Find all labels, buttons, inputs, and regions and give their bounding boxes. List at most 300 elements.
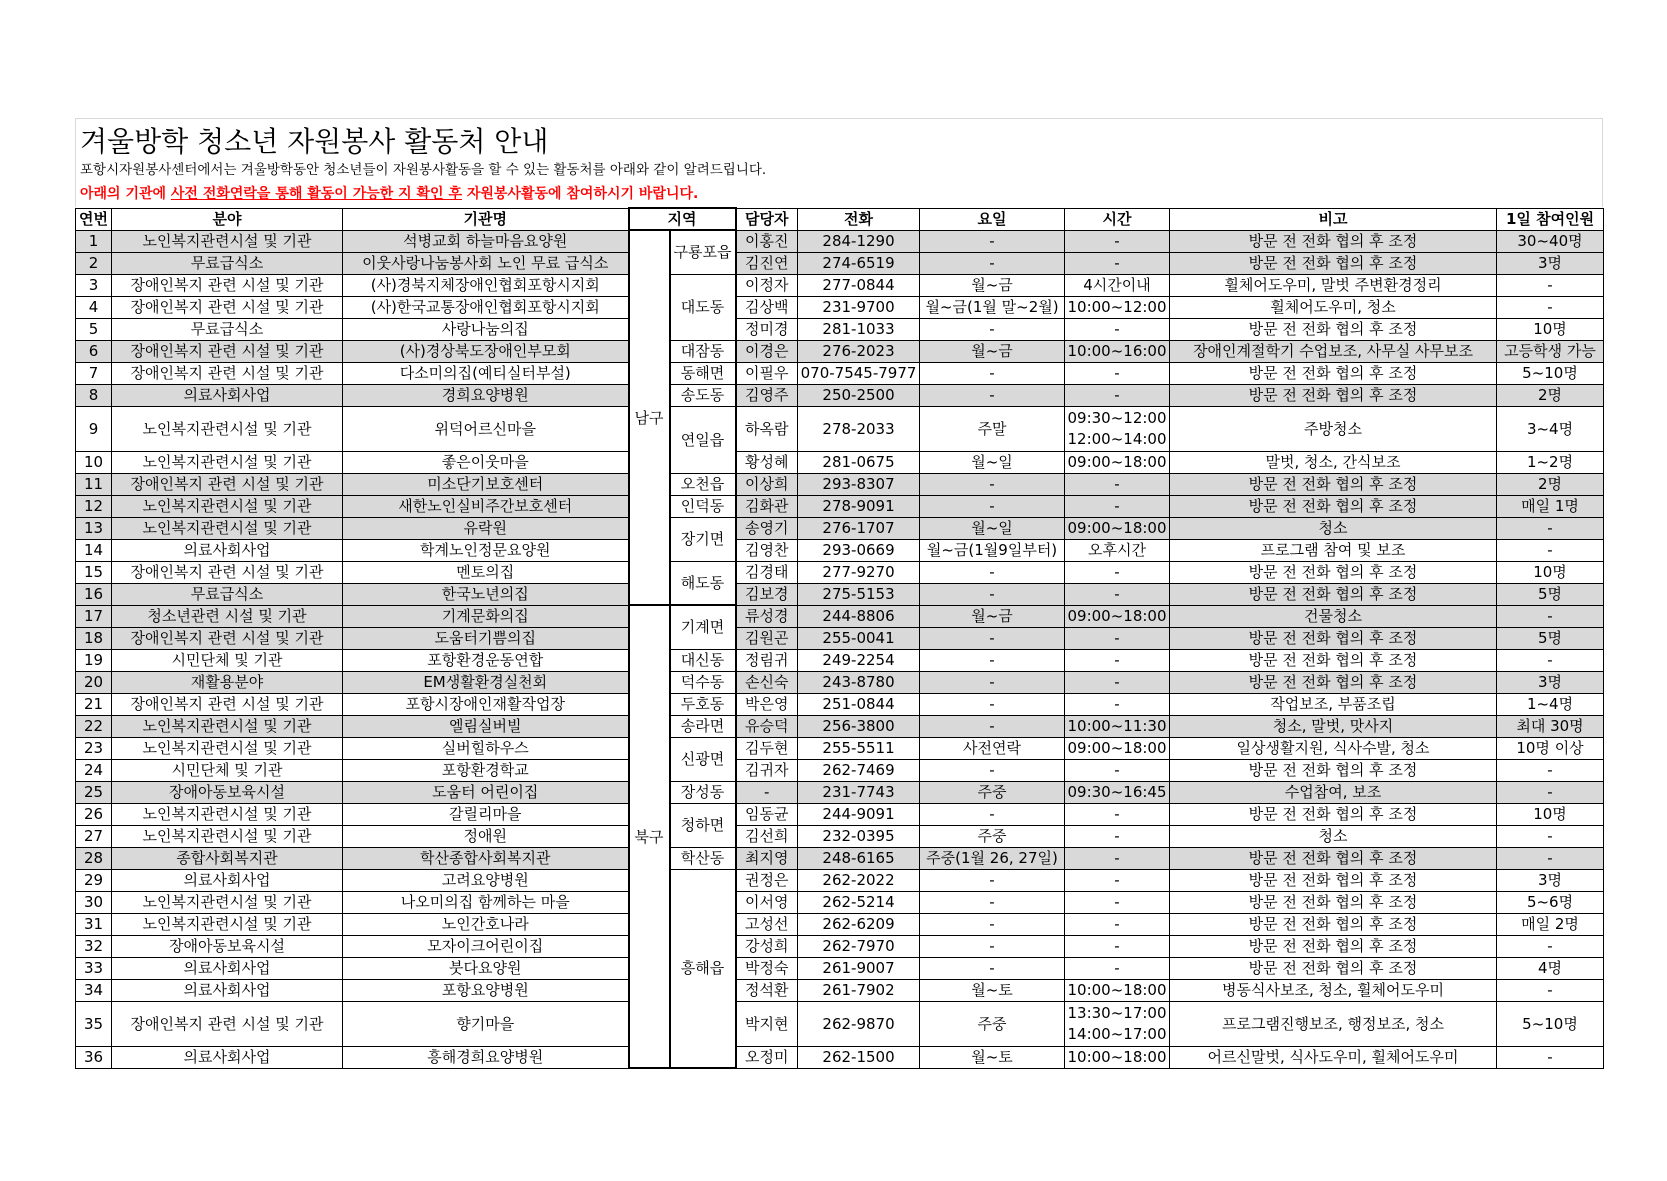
cell-time: 10:00~16:00: [1065, 340, 1170, 362]
cell-no: 31: [76, 913, 112, 935]
cell-days: -: [920, 627, 1065, 649]
cell-org: 이웃사랑나눔봉사회 노인 무료 급식소: [343, 252, 629, 274]
cell-phone: 293-0669: [798, 539, 920, 561]
cell-no: 20: [76, 671, 112, 693]
cell-phone: 248-6165: [798, 847, 920, 869]
cell-org: 기계문화의집: [343, 605, 629, 627]
cell-days: -: [920, 913, 1065, 935]
cell-contact: 김화관: [736, 495, 798, 517]
cell-contact: 강성희: [736, 935, 798, 957]
cell-days: -: [920, 693, 1065, 715]
cell-time: -: [1065, 935, 1170, 957]
cell-contact: 이경은: [736, 340, 798, 362]
cell-time: -: [1065, 803, 1170, 825]
cell-time: -: [1065, 627, 1170, 649]
cell-field: 의료사회사업: [112, 1046, 343, 1068]
cell-field: 노인복지관련시설 및 기관: [112, 495, 343, 517]
cell-note: 방문 전 전화 협의 후 조정: [1170, 869, 1497, 891]
cell-note: 방문 전 전화 협의 후 조정: [1170, 803, 1497, 825]
cell-days: -: [920, 495, 1065, 517]
table-row: [76, 605, 1604, 627]
cell-phone: 243-8780: [798, 671, 920, 693]
cell-note: 방문 전 전화 협의 후 조정: [1170, 252, 1497, 274]
table-row: [76, 803, 1604, 825]
cell-phone: 278-9091: [798, 495, 920, 517]
cell-no: 5: [76, 318, 112, 340]
cell-days: 월~금(1월9일부터): [920, 539, 1065, 561]
cell-capacity: -: [1497, 649, 1604, 671]
cell-phone: 255-5511: [798, 737, 920, 759]
cell-note: 청소, 말벗, 맛사지: [1170, 715, 1497, 737]
cell-capacity: -: [1497, 847, 1604, 869]
cell-capacity: 3명: [1497, 869, 1604, 891]
cell-capacity: -: [1497, 825, 1604, 847]
cell-contact: 손신숙: [736, 671, 798, 693]
cell-field: 장애인복지 관련 시설 및 기관: [112, 296, 343, 318]
cell-contact: 김경태: [736, 561, 798, 583]
cell-capacity: -: [1497, 517, 1604, 539]
cell-dong: 흥해읍: [670, 869, 736, 1068]
cell-field: 노인복지관련시설 및 기관: [112, 451, 343, 473]
cell-time: -: [1065, 847, 1170, 869]
table-row: [76, 649, 1604, 671]
cell-time: 오후시간: [1065, 539, 1170, 561]
cell-time: -: [1065, 384, 1170, 406]
cell-field: 의료사회사업: [112, 979, 343, 1001]
cell-capacity: 4명: [1497, 957, 1604, 979]
cell-no: 18: [76, 627, 112, 649]
table-row: [76, 671, 1604, 693]
cell-time: -: [1065, 671, 1170, 693]
table-body: [76, 230, 1604, 1068]
cell-days: 주말: [920, 406, 1065, 451]
cell-contact: 이필우: [736, 362, 798, 384]
cell-org: 모자이크어린이집: [343, 935, 629, 957]
cell-org: 사랑나눔의집: [343, 318, 629, 340]
cell-time: 09:00~18:00: [1065, 517, 1170, 539]
cell-org: 포항시장애인재활작업장: [343, 693, 629, 715]
table-row: [76, 781, 1604, 803]
cell-org: 새한노인실비주간보호센터: [343, 495, 629, 517]
cell-capacity: 5~10명: [1497, 362, 1604, 384]
table-row: [76, 539, 1604, 561]
cell-note: 건물청소: [1170, 605, 1497, 627]
table-row: [76, 847, 1604, 869]
cell-note: 방문 전 전화 협의 후 조정: [1170, 495, 1497, 517]
cell-org: (사)한국교통장애인협회포항시지회: [343, 296, 629, 318]
cell-time: -: [1065, 318, 1170, 340]
header-note: 비고: [1170, 208, 1497, 230]
cell-capacity: -: [1497, 605, 1604, 627]
cell-field: 장애인복지 관련 시설 및 기관: [112, 1001, 343, 1046]
cell-contact: 박은영: [736, 693, 798, 715]
cell-time: 10:00~11:30: [1065, 715, 1170, 737]
table-row: [76, 693, 1604, 715]
cell-phone: 262-7970: [798, 935, 920, 957]
cell-days: 월~금: [920, 274, 1065, 296]
header-field: 분야: [112, 208, 343, 230]
table-row: [76, 869, 1604, 891]
cell-contact: 김두현: [736, 737, 798, 759]
cell-no: 26: [76, 803, 112, 825]
cell-phone: 276-1707: [798, 517, 920, 539]
volunteer-table: [75, 207, 1604, 1069]
cell-field: 장애인복지 관련 시설 및 기관: [112, 561, 343, 583]
cell-field: 시민단체 및 기관: [112, 649, 343, 671]
table-row: [76, 473, 1604, 495]
cell-contact: 김원곤: [736, 627, 798, 649]
cell-time: -: [1065, 825, 1170, 847]
cell-phone: 262-7469: [798, 759, 920, 781]
cell-capacity: 최대 30명: [1497, 715, 1604, 737]
cell-capacity: -: [1497, 759, 1604, 781]
cell-time: 09:30~12:00 12:00~14:00: [1065, 406, 1170, 451]
table-row: [76, 715, 1604, 737]
cell-contact: 오정미: [736, 1046, 798, 1068]
cell-phone: 262-5214: [798, 891, 920, 913]
cell-org: 도움터 어린이집: [343, 781, 629, 803]
heading-block: [75, 118, 1603, 207]
cell-note: 작업보조, 부품조립: [1170, 693, 1497, 715]
cell-note: 방문 전 전화 협의 후 조정: [1170, 759, 1497, 781]
cell-field: 무료급식소: [112, 583, 343, 605]
page-title: 겨울방학 청소년 자원봉사 활동처 안내: [80, 125, 549, 158]
header-capacity: 1일 참여인원: [1497, 208, 1604, 230]
cell-no: 6: [76, 340, 112, 362]
cell-days: -: [920, 803, 1065, 825]
cell-org: 갈릴리마을: [343, 803, 629, 825]
cell-days: -: [920, 891, 1065, 913]
cell-no: 30: [76, 891, 112, 913]
cell-phone: 262-6209: [798, 913, 920, 935]
cell-field: 노인복지관련시설 및 기관: [112, 715, 343, 737]
cell-days: -: [920, 671, 1065, 693]
cell-note: 프로그램진행보조, 행정보조, 청소: [1170, 1001, 1497, 1046]
cell-capacity: 5~10명: [1497, 1001, 1604, 1046]
table-row: [76, 935, 1604, 957]
header-org: 기관명: [343, 208, 629, 230]
cell-org: 포항요양병원: [343, 979, 629, 1001]
cell-org: (사)경북지체장애인협회포항시지회: [343, 274, 629, 296]
cell-time: -: [1065, 495, 1170, 517]
cell-no: 7: [76, 362, 112, 384]
cell-time: -: [1065, 759, 1170, 781]
cell-org: 노인간호나라: [343, 913, 629, 935]
cell-no: 9: [76, 406, 112, 451]
cell-days: 월~토: [920, 979, 1065, 1001]
cell-gu: 북구: [629, 605, 670, 1068]
cell-note: 방문 전 전화 협의 후 조정: [1170, 473, 1497, 495]
cell-phone: 244-9091: [798, 803, 920, 825]
cell-no: 25: [76, 781, 112, 803]
cell-note: 방문 전 전화 협의 후 조정: [1170, 230, 1497, 252]
cell-phone: 255-0041: [798, 627, 920, 649]
cell-no: 2: [76, 252, 112, 274]
cell-note: 일상생활지원, 식사수발, 청소: [1170, 737, 1497, 759]
cell-capacity: -: [1497, 539, 1604, 561]
cell-capacity: 5명: [1497, 627, 1604, 649]
cell-contact: 박정숙: [736, 957, 798, 979]
cell-org: (사)경상북도장애인부모회: [343, 340, 629, 362]
cell-field: 노인복지관련시설 및 기관: [112, 891, 343, 913]
table-row: [76, 913, 1604, 935]
cell-phone: 274-6519: [798, 252, 920, 274]
cell-dong: 학산동: [670, 847, 736, 869]
cell-no: 29: [76, 869, 112, 891]
cell-field: 장애인복지 관련 시설 및 기관: [112, 473, 343, 495]
cell-no: 16: [76, 583, 112, 605]
cell-note: 수업참여, 보조: [1170, 781, 1497, 803]
cell-dong: 해도동: [670, 561, 736, 605]
cell-time: -: [1065, 561, 1170, 583]
cell-days: -: [920, 583, 1065, 605]
cell-field: 노인복지관련시설 및 기관: [112, 913, 343, 935]
cell-capacity: 10명 이상: [1497, 737, 1604, 759]
cell-no: 27: [76, 825, 112, 847]
cell-phone: 262-2022: [798, 869, 920, 891]
header-days: 요일: [920, 208, 1065, 230]
header-no: 연번: [76, 208, 112, 230]
cell-time: -: [1065, 891, 1170, 913]
cell-phone: 251-0844: [798, 693, 920, 715]
cell-org: 실버힐하우스: [343, 737, 629, 759]
cell-note: 청소: [1170, 825, 1497, 847]
cell-phone: 277-9270: [798, 561, 920, 583]
cell-time: 13:30~17:00 14:00~17:00: [1065, 1001, 1170, 1046]
cell-contact: 송영기: [736, 517, 798, 539]
cell-field: 시민단체 및 기관: [112, 759, 343, 781]
cell-org: 한국노년의집: [343, 583, 629, 605]
cell-phone: 261-9007: [798, 957, 920, 979]
cell-no: 33: [76, 957, 112, 979]
cell-phone: 070-7545-7977: [798, 362, 920, 384]
cell-phone: 262-9870: [798, 1001, 920, 1046]
cell-days: 주중: [920, 781, 1065, 803]
cell-dong: 송라면: [670, 715, 736, 737]
cell-phone: 231-9700: [798, 296, 920, 318]
cell-time: -: [1065, 473, 1170, 495]
cell-note: 어르신말벗, 식사도우미, 휠체어도우미: [1170, 1046, 1497, 1068]
table-row: [76, 1001, 1604, 1046]
cell-phone: 278-2033: [798, 406, 920, 451]
cell-org: 흥해경희요양병원: [343, 1046, 629, 1068]
page-subtitle: 포항시자원봉사센터에서는 겨울방학동안 청소년들이 자원봉사활동을 할 수 있는 활동처를 아래와 같이 알려드립니다.: [80, 162, 767, 178]
cell-capacity: 매일 2명: [1497, 913, 1604, 935]
cell-capacity: -: [1497, 1046, 1604, 1068]
cell-contact: 김영주: [736, 384, 798, 406]
cell-capacity: 매일 1명: [1497, 495, 1604, 517]
cell-dong: 동해면: [670, 362, 736, 384]
cell-org: 도움터기쁨의집: [343, 627, 629, 649]
cell-note: 방문 전 전화 협의 후 조정: [1170, 627, 1497, 649]
cell-phone: 284-1290: [798, 230, 920, 252]
cell-no: 17: [76, 605, 112, 627]
cell-field: 장애인복지 관련 시설 및 기관: [112, 340, 343, 362]
cell-field: 노인복지관련시설 및 기관: [112, 825, 343, 847]
cell-field: 장애인복지 관련 시설 및 기관: [112, 693, 343, 715]
cell-dong: 송도동: [670, 384, 736, 406]
cell-phone: 231-7743: [798, 781, 920, 803]
cell-contact: 김진연: [736, 252, 798, 274]
cell-phone: 281-1033: [798, 318, 920, 340]
cell-phone: 256-3800: [798, 715, 920, 737]
cell-time: 09:00~18:00: [1065, 605, 1170, 627]
cell-days: -: [920, 230, 1065, 252]
cell-dong: 신광면: [670, 737, 736, 781]
cell-no: 36: [76, 1046, 112, 1068]
cell-dong: 두호동: [670, 693, 736, 715]
cell-org: 붓다요양원: [343, 957, 629, 979]
cell-days: -: [920, 252, 1065, 274]
cell-days: -: [920, 362, 1065, 384]
cell-days: 주중(1월 26, 27일): [920, 847, 1065, 869]
cell-capacity: 고등학생 가능: [1497, 340, 1604, 362]
cell-dong: 오천읍: [670, 473, 736, 495]
cell-field: 노인복지관련시설 및 기관: [112, 517, 343, 539]
cell-note: 병동식사보조, 청소, 휠체어도우미: [1170, 979, 1497, 1001]
cell-contact: 김선희: [736, 825, 798, 847]
cell-days: 월~토: [920, 1046, 1065, 1068]
cell-capacity: 10명: [1497, 318, 1604, 340]
cell-capacity: 1~4명: [1497, 693, 1604, 715]
cell-phone: 261-7902: [798, 979, 920, 1001]
cell-org: 포항환경학교: [343, 759, 629, 781]
cell-field: 노인복지관련시설 및 기관: [112, 230, 343, 252]
cell-field: 청소년관련 시설 및 기관: [112, 605, 343, 627]
cell-field: 노인복지관련시설 및 기관: [112, 737, 343, 759]
cell-field: 노인복지관련시설 및 기관: [112, 803, 343, 825]
cell-dong: 장성동: [670, 781, 736, 803]
cell-note: 휠체어도우미, 청소: [1170, 296, 1497, 318]
cell-note: 방문 전 전화 협의 후 조정: [1170, 847, 1497, 869]
table-row: [76, 517, 1604, 539]
cell-note: 방문 전 전화 협의 후 조정: [1170, 913, 1497, 935]
cell-days: -: [920, 473, 1065, 495]
cell-time: -: [1065, 913, 1170, 935]
cell-no: 1: [76, 230, 112, 252]
cell-no: 10: [76, 451, 112, 473]
cell-contact: 정미경: [736, 318, 798, 340]
cell-contact: 이상희: [736, 473, 798, 495]
cell-dong: 연일읍: [670, 406, 736, 473]
cell-field: 장애인복지 관련 시설 및 기관: [112, 627, 343, 649]
cell-no: 3: [76, 274, 112, 296]
cell-note: 방문 전 전화 협의 후 조정: [1170, 935, 1497, 957]
cell-no: 28: [76, 847, 112, 869]
cell-note: 프로그램 참여 및 보조: [1170, 539, 1497, 561]
cell-time: 10:00~18:00: [1065, 1046, 1170, 1068]
table-row: [76, 274, 1604, 296]
cell-org: 나오미의집 함께하는 마을: [343, 891, 629, 913]
table-row: [76, 759, 1604, 781]
cell-time: 09:00~18:00: [1065, 737, 1170, 759]
cell-contact: 류성경: [736, 605, 798, 627]
cell-gu: 남구: [629, 230, 670, 605]
cell-dong: 대신동: [670, 649, 736, 671]
cell-dong: 청하면: [670, 803, 736, 847]
cell-no: 19: [76, 649, 112, 671]
cell-contact: 김영찬: [736, 539, 798, 561]
cell-capacity: 10명: [1497, 561, 1604, 583]
cell-time: -: [1065, 252, 1170, 274]
cell-note: 방문 전 전화 협의 후 조정: [1170, 649, 1497, 671]
table-row: [76, 979, 1604, 1001]
cell-org: 정애원: [343, 825, 629, 847]
table-row: [76, 451, 1604, 473]
cell-no: 13: [76, 517, 112, 539]
cell-capacity: 5명: [1497, 583, 1604, 605]
cell-field: 노인복지관련시설 및 기관: [112, 406, 343, 451]
cell-field: 장애인복지 관련 시설 및 기관: [112, 274, 343, 296]
notice-prefix: 아래의 기관에: [80, 186, 171, 202]
cell-no: 15: [76, 561, 112, 583]
notice-emphasis: 사전 전화연락을 통해 활동이 가능한 지 확인 후: [170, 186, 462, 202]
cell-org: 다소미의집(예티실터부설): [343, 362, 629, 384]
table-row: [76, 1046, 1604, 1068]
cell-no: 4: [76, 296, 112, 318]
cell-phone: 250-2500: [798, 384, 920, 406]
cell-capacity: 2명: [1497, 473, 1604, 495]
table-row: [76, 384, 1604, 406]
cell-note: 주방청소: [1170, 406, 1497, 451]
cell-field: 무료급식소: [112, 252, 343, 274]
cell-dong: 인덕동: [670, 495, 736, 517]
cell-dong: 장기면: [670, 517, 736, 561]
cell-capacity: 1~2명: [1497, 451, 1604, 473]
cell-org: 유락원: [343, 517, 629, 539]
cell-days: -: [920, 869, 1065, 891]
table-row: [76, 296, 1604, 318]
cell-days: -: [920, 561, 1065, 583]
cell-phone: 293-8307: [798, 473, 920, 495]
cell-days: -: [920, 384, 1065, 406]
notice: [80, 181, 1602, 207]
cell-field: 의료사회사업: [112, 539, 343, 561]
cell-phone: 262-1500: [798, 1046, 920, 1068]
cell-no: 21: [76, 693, 112, 715]
cell-capacity: -: [1497, 274, 1604, 296]
cell-note: 장애인계절학기 수업보조, 사무실 사무보조: [1170, 340, 1497, 362]
table-row: [76, 362, 1604, 384]
cell-phone: 232-0395: [798, 825, 920, 847]
cell-time: -: [1065, 649, 1170, 671]
cell-field: 무료급식소: [112, 318, 343, 340]
cell-contact: -: [736, 781, 798, 803]
cell-capacity: -: [1497, 979, 1604, 1001]
cell-capacity: 3명: [1497, 252, 1604, 274]
cell-field: 의료사회사업: [112, 384, 343, 406]
cell-contact: 정석환: [736, 979, 798, 1001]
cell-dong: 구룡포읍: [670, 230, 736, 274]
cell-note: 방문 전 전화 협의 후 조정: [1170, 957, 1497, 979]
header-row: [76, 208, 1604, 230]
cell-field: 장애아동보육시설: [112, 781, 343, 803]
cell-days: 주중: [920, 825, 1065, 847]
cell-days: -: [920, 935, 1065, 957]
cell-time: -: [1065, 869, 1170, 891]
cell-no: 34: [76, 979, 112, 1001]
header-contact: 담당자: [736, 208, 798, 230]
cell-days: -: [920, 715, 1065, 737]
cell-time: -: [1065, 583, 1170, 605]
cell-time: 10:00~18:00: [1065, 979, 1170, 1001]
cell-note: 말벗, 청소, 간식보조: [1170, 451, 1497, 473]
cell-note: 방문 전 전화 협의 후 조정: [1170, 561, 1497, 583]
cell-time: 10:00~12:00: [1065, 296, 1170, 318]
table-row: [76, 318, 1604, 340]
cell-dong: 기계면: [670, 605, 736, 649]
cell-dong: 대잠동: [670, 340, 736, 362]
